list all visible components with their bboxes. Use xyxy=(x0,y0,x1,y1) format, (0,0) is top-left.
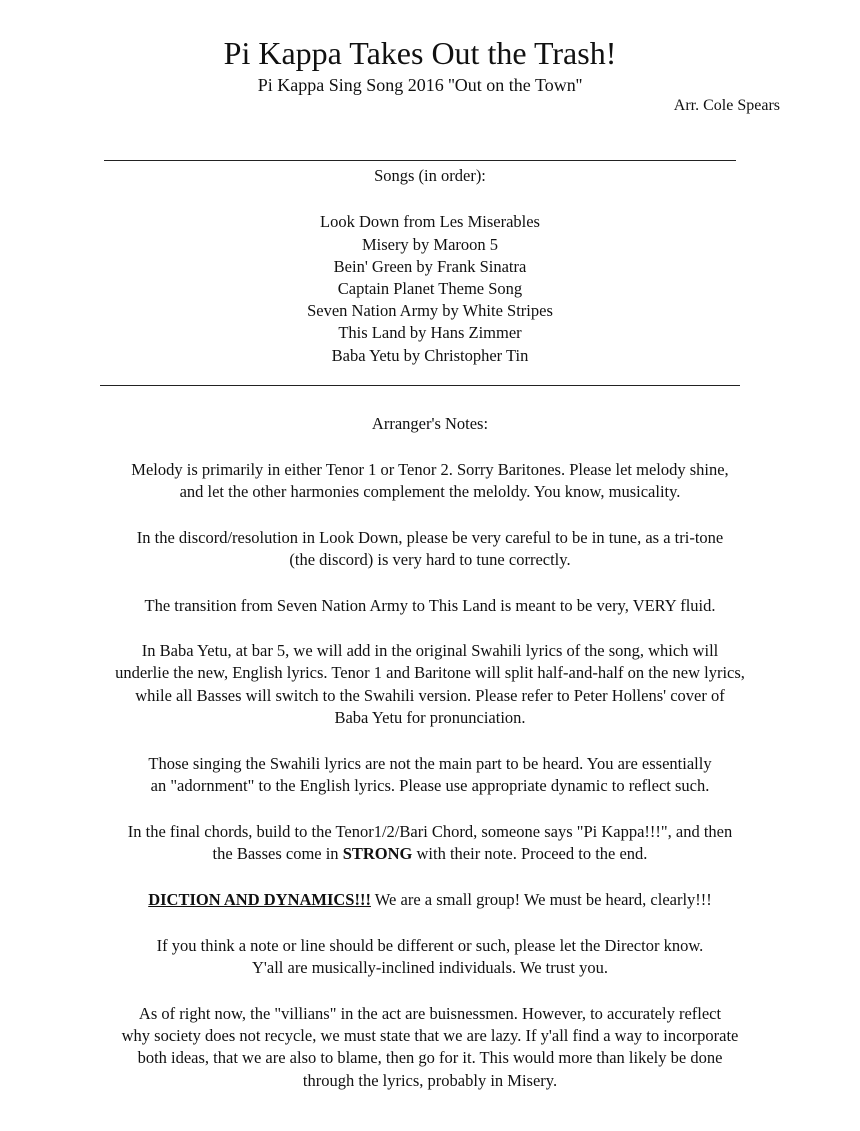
note-director-line: If you think a note or line should be different or such, please let the Director know. xyxy=(156,936,704,955)
note-villains-line: both ideas, that we are also to blame, then go for it. This would more than likely be done xyxy=(137,1048,723,1067)
note-discord-line: (the discord) is very hard to tune correctly. xyxy=(289,550,571,569)
note-villains-line: why society does not recycle, we must state that we are lazy. If y'all find a way to incorporate xyxy=(121,1026,739,1045)
song-item: Misery by Maroon 5 xyxy=(361,235,499,254)
strong-emphasis: STRONG xyxy=(342,844,413,863)
note-baba-yetu-line: while all Basses will switch to the Swahili version. Please refer to Peter Hollens' cover of xyxy=(135,686,725,705)
note-villains-line: through the lyrics, probably in Misery. xyxy=(302,1071,558,1090)
note-diction-line xyxy=(0,889,860,911)
note-baba-yetu-line: Baba Yetu for pronunciation. xyxy=(334,708,526,727)
note-final-chords-line: In the final chords, build to the Tenor1/2/Bari Chord, someone says "Pi Kappa!!!", and then xyxy=(127,822,733,841)
note-final-chords-line xyxy=(0,843,860,865)
note-villains-line: As of right now, the "villians" in the act are buisnessmen. However, to accurately reflect xyxy=(138,1004,722,1023)
note-director-line: Y'all are musically-inclined individuals. We trust you. xyxy=(251,958,608,977)
text-run: with their note. Proceed to the end. xyxy=(412,844,648,863)
document-subtitle: Pi Kappa Sing Song 2016 ''Out on the Town'' xyxy=(257,75,583,95)
note-swahili-line: an "adornment" to the English lyrics. Please use appropriate dynamic to reflect such. xyxy=(150,776,710,795)
bottom-divider-line xyxy=(100,385,740,386)
song-item: Bein' Green by Frank Sinatra xyxy=(333,257,527,276)
song-item: This Land by Hans Zimmer xyxy=(338,323,522,342)
note-transition-line: The transition from Seven Nation Army to This Land is meant to be very, VERY fluid. xyxy=(144,596,716,615)
note-melody-line: and let the other harmonies complement the meloldy. You know, musicality. xyxy=(179,482,681,501)
document-title: Pi Kappa Takes Out the Trash! xyxy=(223,35,617,71)
diction-emphasis: DICTION AND DYNAMICS!!! xyxy=(148,890,371,909)
song-item: Look Down from Les Miserables xyxy=(320,212,540,231)
arranger-credit: Arr. Cole Spears xyxy=(673,97,780,114)
song-item: Seven Nation Army by White Stripes xyxy=(307,301,553,320)
notes-heading: Arranger's Notes: xyxy=(371,414,489,433)
song-item: Captain Planet Theme Song xyxy=(337,279,523,298)
top-divider-line xyxy=(104,160,736,161)
note-baba-yetu-line: In Baba Yetu, at bar 5, we will add in the original Swahili lyrics of the song, which will xyxy=(141,641,719,660)
note-melody-line: Melody is primarily in either Tenor 1 or Tenor 2. Sorry Baritones. Please let melody shine, xyxy=(131,460,729,479)
text-run: We are a small group! We must be heard, clearly!!! xyxy=(370,890,712,909)
note-swahili-line: Those singing the Swahili lyrics are not the main part to be heard. You are essentially xyxy=(148,754,712,773)
note-discord-line: In the discord/resolution in Look Down, please be very careful to be in tune, as a tri-tone xyxy=(136,528,724,547)
text-run: the Basses come in xyxy=(212,844,343,863)
note-baba-yetu-line: underlie the new, English lyrics. Tenor 1 and Baritone will split half-and-half on the new lyrics, xyxy=(115,663,745,682)
songs-heading: Songs (in order): xyxy=(374,166,486,185)
song-item: Baba Yetu by Christopher Tin xyxy=(331,346,529,365)
